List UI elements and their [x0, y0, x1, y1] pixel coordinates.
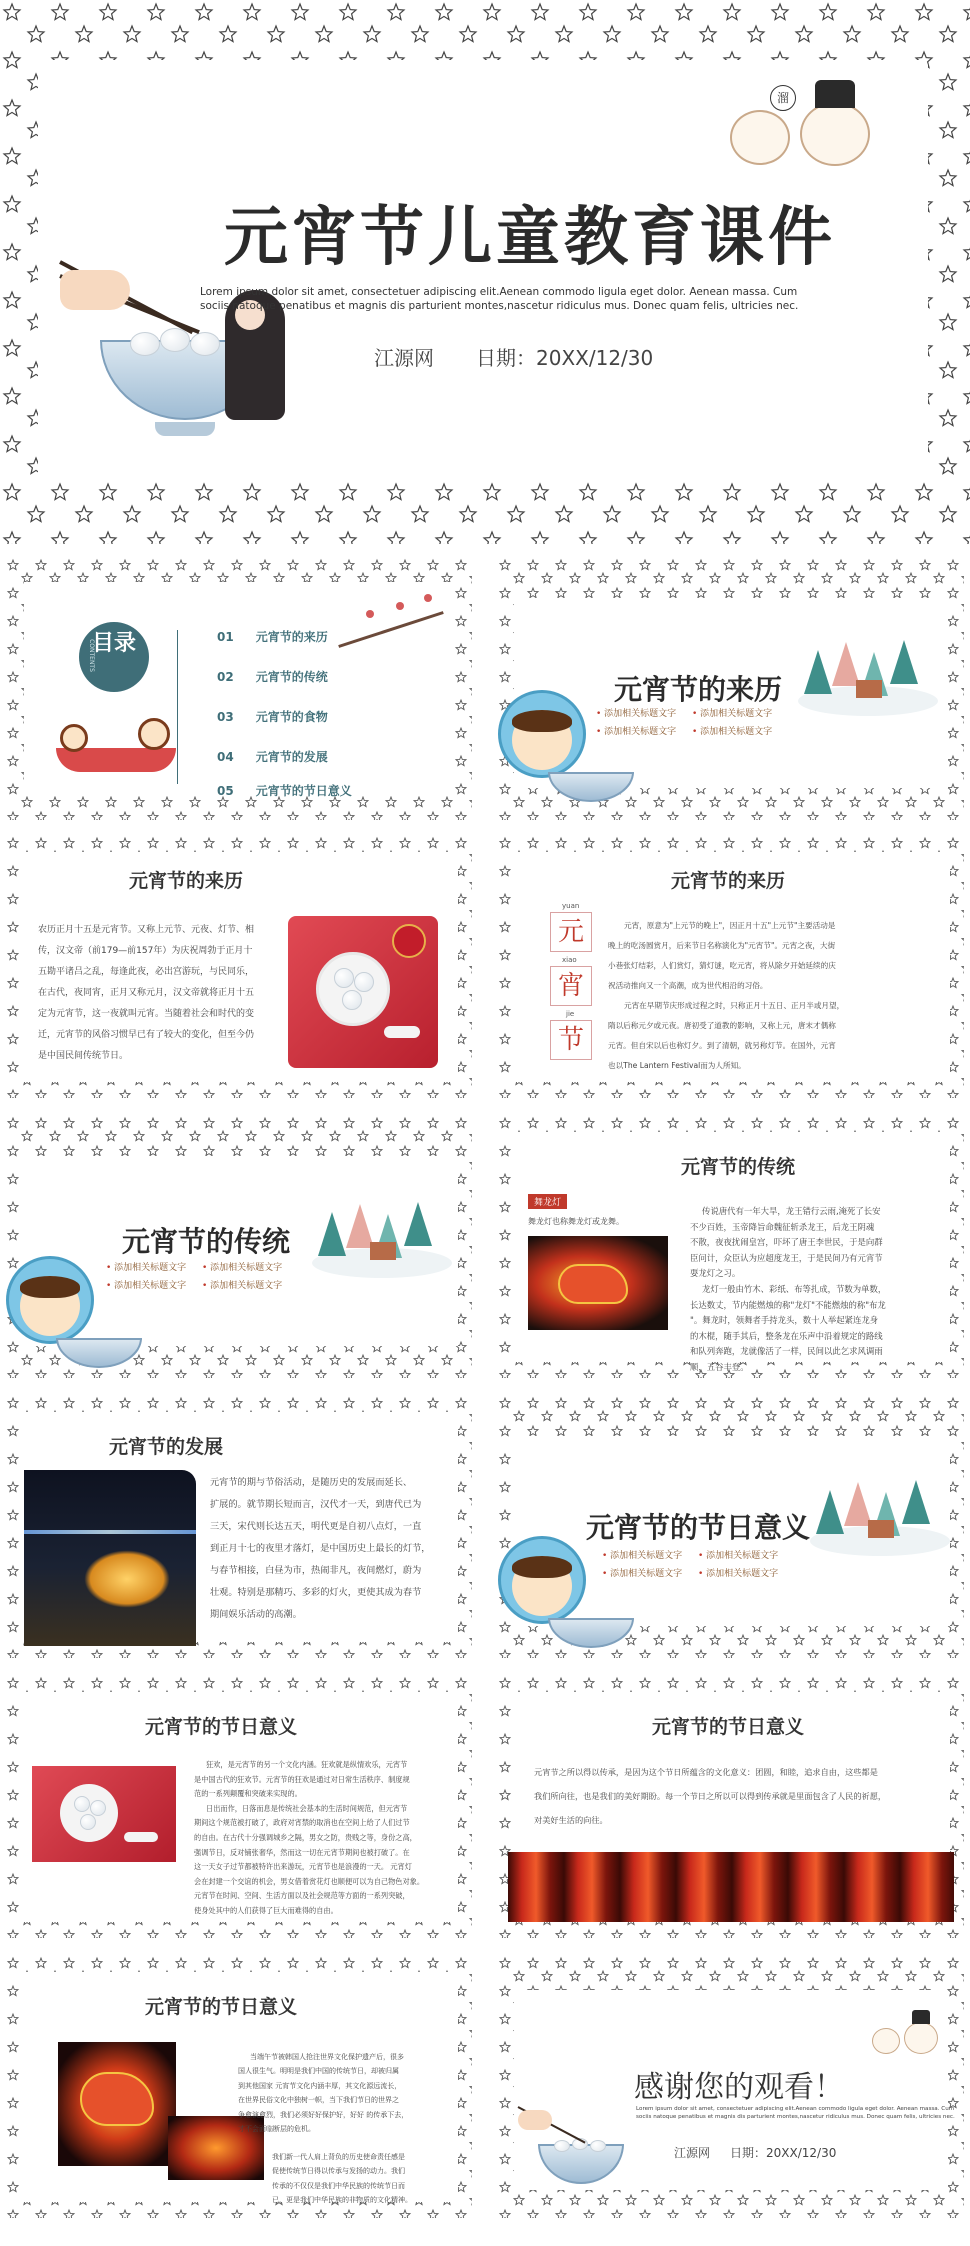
hand: [60, 270, 130, 310]
tangyuan-ball: [130, 332, 160, 356]
meaning-detail-1-text: [194, 1758, 456, 1919]
toc-item[interactable]: [217, 782, 352, 799]
section-origin-title: 元宵节的来历: [613, 673, 782, 706]
meaning-detail-slide-3: [6, 1956, 472, 2218]
toc-item[interactable]: [217, 708, 328, 725]
tangyuan-characters: [720, 80, 890, 180]
meaning-detail-1-title: 元宵节的节日意义: [144, 1716, 297, 1738]
tangyuan-character-right: [904, 2022, 938, 2054]
top-hat: [815, 80, 855, 108]
text-line: 扩展的。就节期长短而言，汉代才一天，到唐代已为: [210, 1499, 422, 1510]
origin-detail-2-title: 元宵节的来历: [670, 870, 785, 892]
text-line: 已，更是我们中华民族的非物质的文化精神。: [272, 2196, 412, 2205]
text-line: 元宵节在时间、空间、生活方面以及社会规范等方面的一系列突破，: [194, 1891, 410, 1901]
toc-branch-illustration: [336, 588, 446, 648]
text-line: 壮观。特别是那精巧、多彩的灯火，更使其成为春节: [210, 1587, 422, 1598]
tree: [816, 1490, 844, 1534]
kid-left: [60, 724, 88, 752]
toc-item-label: 元宵节的发展: [255, 750, 328, 764]
pinyin: xiao: [562, 956, 577, 964]
text-line: 到正月十七的夜里才落灯，是中国历史上最长的灯节，: [210, 1543, 431, 1554]
text-line: 日出而作，日落而息是传统社会基本的生活时间规范，但元宵节: [206, 1803, 408, 1813]
bowl: [538, 2144, 624, 2184]
text-line: 在世界民俗文化中独树一帜，当下我们节日的世界之: [238, 2096, 399, 2105]
kid-bowl: [548, 1618, 634, 1648]
section-meaning-bullet: • 添加相关标题文字: [698, 1548, 778, 1561]
tangyuan-red-photo: [32, 1766, 176, 1862]
section-tradition-bullet: • 添加相关标题文字: [106, 1278, 186, 1291]
toc-item-label: 元宵节的来历: [255, 630, 328, 644]
tangyuan-character-left: [872, 2028, 900, 2054]
text-line: 是中国民间传统节日。: [38, 1051, 129, 1061]
festival-char-box: 元: [550, 912, 592, 952]
text-line: 三天，宋代则长达五天，明代更是自初八点灯，一直: [210, 1521, 422, 1532]
kid-hair: [512, 1556, 572, 1578]
kid-bowl: [56, 1338, 142, 1368]
text-line: 狂欢，是元宵节的另一个文化内涵。狂欢就是纵情欢乐，元宵节: [206, 1760, 408, 1769]
tangyuan-ball: [74, 1796, 90, 1812]
spoon: [124, 1832, 158, 1842]
meaning-detail-3-text-b: [272, 2150, 462, 2208]
section-tradition-bullet: • 添加相关标题文字: [202, 1260, 282, 1273]
hut: [868, 1520, 894, 1538]
pinyin: jie: [566, 1010, 575, 1018]
section-meaning-slide: [498, 1396, 964, 1658]
section-origin-bullet: • 添加相关标题文字: [596, 706, 676, 719]
section-origin-bullet: • 添加相关标题文字: [692, 724, 772, 737]
text-line: 元宵。但自宋以后也称灯夕。到了清朝，就另称灯节。在国外，元宵: [608, 1041, 836, 1050]
lantern-ornament: [392, 924, 426, 958]
winter-trees-illustration: [312, 1202, 452, 1282]
text-line: 元宵，原意为"上元节的晚上"，因正月十五"上元节"主要活动是: [624, 921, 836, 930]
text-line: 晚上的吃汤圆赏月，后来节日名称演化为"元宵节"。元宵之夜，大街: [608, 941, 836, 950]
meaning-detail-2-text: [534, 1760, 944, 1832]
toc-item[interactable]: [217, 668, 328, 685]
toc-item-number: 03: [217, 710, 234, 724]
cover-lorem-line-2: sociis natoque penatibus et magnis dis parturient montes,nascetur ridiculus mus. Donec quam felis, ultricies nec.: [200, 300, 799, 312]
toc-item-number: 02: [217, 670, 234, 684]
spoon: [384, 1026, 420, 1038]
hut: [856, 680, 882, 698]
text-line: 强调节日，反对铺张奢华，然而这一切在元宵节期间也被打破了。在: [194, 1847, 410, 1857]
tangyuan-photo: [288, 916, 438, 1068]
ending-author: 江源网: [674, 2146, 711, 2160]
toc-item-label: 元宵节的食物: [255, 710, 328, 724]
ending-lorem-line-2: sociis natoque penatibus et magnis dis parturient montes,nascetur ridiculus mus. Donec quam felis, ultricies nec.: [636, 2114, 955, 2120]
cover-lorem-line-1: Lorem ipsum dolor sit amet, consectetuer adipiscing elit.Aenean commodo ligula eget dolor. Aenean massa. Cum: [200, 286, 798, 298]
toc-subtitle: CONTENTS: [87, 639, 95, 672]
tradition-detail-text: [690, 1204, 950, 1376]
toc-item[interactable]: [217, 628, 328, 645]
tangyuan-bowl-illustration: [518, 2096, 638, 2206]
section-origin-bullet: • 添加相关标题文字: [596, 724, 676, 737]
text-line: 使身处其中的人们获得了巨大而难得的自由。: [194, 1905, 338, 1915]
development-detail-title: 元宵节的发展: [108, 1436, 223, 1458]
blossom: [366, 610, 374, 618]
origin-detail-text: [38, 920, 278, 1067]
pinyin: yuan: [562, 902, 580, 910]
cover-title: 元宵节儿童教育课件: [224, 201, 836, 275]
ending-lorem-line-1: Lorem ipsum dolor sit amet, consectetuer adipiscing elit.Aenean commodo ligula eget dolor. Aenean massa. Cum: [636, 2106, 955, 2112]
tradition-caption: 舞龙灯也称舞龙灯或龙舞。: [528, 1217, 624, 1226]
origin-detail-slide-2: [498, 836, 964, 1098]
text-line: 祝活动推向又一个高潮，成为世代相沿的习俗。: [608, 981, 768, 990]
dragon-lantern-photo-large: [58, 2042, 176, 2166]
bowl-base: [155, 422, 215, 436]
ending-slide: [498, 1956, 964, 2218]
tangyuan-ball: [80, 1814, 96, 1830]
dragon-head: [80, 2072, 154, 2126]
tangyuan-ball: [354, 972, 374, 992]
text-line: 我们新一代人肩上背负的历史使命责任感是: [272, 2153, 405, 2161]
kid-mascot: [6, 1256, 146, 1376]
cover-slide: [0, 0, 970, 544]
tangyuan-ball: [554, 2140, 570, 2152]
text-line: 不少百姓，玉帝降旨命魏征斩杀龙王，后龙王阴魂: [690, 1221, 875, 1232]
section-origin-bullet: • 添加相关标题文字: [692, 706, 772, 719]
toc-slide: [6, 558, 472, 820]
text-line: 才不会面临断层的危机。: [238, 2125, 315, 2134]
branch: [338, 611, 444, 648]
tangyuan-ball: [160, 328, 190, 352]
toc-kids-illustration: [46, 718, 186, 778]
tangyuan-ball: [90, 1800, 106, 1816]
meaning-detail-3-title: 元宵节的节日意义: [144, 1996, 297, 2018]
section-tradition-bullet: • 添加相关标题文字: [202, 1278, 282, 1291]
text-line: 传承的不仅仅是我们中华民族的传统节日而: [272, 2181, 405, 2190]
tangyuan-ball: [334, 968, 354, 988]
tradition-tag: 舞龙灯: [528, 1194, 567, 1209]
toc-item[interactable]: [217, 748, 328, 765]
text-line: 与春节相接，白昼为市，热闹非凡，夜间燃灯，蔚为: [210, 1565, 422, 1576]
section-origin-slide: [498, 558, 964, 820]
section-meaning-bullet: • 添加相关标题文字: [698, 1566, 778, 1579]
ending-title: 感谢您的观看！: [634, 2070, 844, 2105]
text-line: 在古代，夜同宵，正月又称元月，汉文帝就将正月十五: [38, 988, 255, 998]
section-meaning-title: 元宵节的节日意义: [585, 1511, 810, 1544]
festival-char-box: 宵: [550, 966, 592, 1006]
text-line: 长达数丈，节内能燃烛的称"龙灯"不能燃烛的称"布龙: [690, 1299, 886, 1310]
text-line: 和队列奔跑，龙就像活了一样，民间以此乞求风调雨: [690, 1346, 883, 1357]
tree: [804, 650, 832, 694]
hand: [518, 2110, 552, 2130]
tradition-detail-slide: [498, 1116, 964, 1378]
text-line: 对美好生活的向往。: [534, 1815, 608, 1825]
text-line: 元宵节的期与节俗活动，是随历史的发展而延长、: [210, 1477, 413, 1488]
tree: [404, 1202, 432, 1246]
text-line: 会在封建一个交谊的机会，男女借着赏花灯也顺便可以为自己物色对象。: [194, 1876, 425, 1886]
text-line: 元宵在早期节庆形成过程之时，只称正月十五日、正月半或月望，: [624, 1001, 845, 1010]
toc-item-number: 05: [217, 784, 234, 798]
tree: [902, 1480, 930, 1524]
toc-item-label: 元宵节的节日意义: [255, 784, 352, 798]
origin-detail-slide-1: [6, 836, 472, 1098]
cover-date: 日期：20XX/12/30: [476, 346, 654, 370]
text-line: 是中国古代的狂欢节。元宵节的狂欢是通过对日常生活秩序、制度规: [194, 1774, 410, 1784]
badge: 溜: [770, 85, 796, 111]
text-line: 当端午节被韩国人抢注世界文化保护遗产后，很多: [250, 2053, 404, 2061]
section-meaning-bullet: • 添加相关标题文字: [602, 1548, 682, 1561]
meaning-detail-slide-2: [498, 1676, 964, 1938]
text-line: 这一天女子过节都被特许出来游玩，元宵节也是浪漫的一天。 元宵灯: [194, 1862, 412, 1872]
text-line: 到其他国家 元宵节文化内涵丰厚，其文化源远流长，: [238, 2081, 402, 2090]
festival-char-box: 节: [550, 1020, 592, 1060]
section-tradition-title: 元宵节的传统: [121, 1225, 290, 1258]
text-line: 不散，夜夜扰闹皇宫，吓坏了唐王李世民，于是向群: [690, 1237, 883, 1248]
kid-hair: [512, 710, 572, 732]
photo-bowl: [60, 1784, 118, 1842]
tangyuan-ball: [590, 2140, 606, 2152]
tree: [890, 640, 918, 684]
tangyuan-characters: [868, 2010, 948, 2060]
text-line: 隋以后称元夕或元夜。唐初受了道教的影响，又称上元，唐末才偶称: [608, 1021, 836, 1030]
text-line: 促使传统节日得以传承与发扬的动力。我们: [272, 2167, 405, 2176]
blossom: [424, 594, 432, 602]
photo-bowl: [316, 952, 390, 1026]
blossom: [396, 602, 404, 610]
kid-right: [138, 718, 170, 750]
origin-detail-2-text: [608, 916, 938, 1076]
winter-trees-illustration: [810, 1480, 950, 1560]
tangyuan-ball: [342, 990, 362, 1010]
lantern-boat: [84, 1550, 170, 1608]
development-detail-slide: [6, 1396, 472, 1658]
text-line: 期间娱乐活动的高潮。: [210, 1609, 302, 1620]
top-hat: [912, 2010, 930, 2024]
tangyuan-ball: [190, 332, 220, 356]
text-line: 元宵节之所以得以传承，是因为这个节日所蕴含的文化意义：团圆，和睦，追求自由，这些都是: [534, 1767, 878, 1777]
night-lantern-photo: [24, 1470, 196, 1646]
tangyuan-character-left: [730, 110, 790, 165]
red-lanterns-photo: [508, 1852, 954, 1922]
text-line: 顺，五谷丰登。: [690, 1361, 749, 1372]
text-line: 农历正月十五是元宵节。又称上元节、元夜、灯节、相: [38, 925, 255, 935]
text-line: 小巷张灯结彩，人们赏灯，猜灯谜，吃元宵，将从除夕开始延续的庆: [608, 961, 836, 970]
text-line: 国人很生气。明明是我们中国的传统节日，却被归属: [238, 2067, 399, 2076]
text-line: 迁，元宵节的风俗习惯早已有了较大的变化，但至今仍: [38, 1030, 255, 1040]
text-line: 五勘平诸吕之乱，每逢此夜，必出宫游玩，与民同乐，: [38, 967, 255, 977]
dragon-head: [558, 1264, 628, 1304]
kid-hair: [20, 1276, 80, 1298]
text-line: 我们所向往，也是我们的美好期盼。每一个节日之所以可以得到传承就是里面包含了人民的祈愿，: [534, 1791, 887, 1801]
text-line: 传，汉文帝（前179—前157年）为庆祝周勃于正月十: [38, 946, 253, 956]
toc-item-number: 04: [217, 750, 234, 764]
meaning-detail-2-title: 元宵节的节日意义: [651, 1716, 804, 1738]
dragon-dance-photo: [528, 1236, 668, 1330]
section-meaning-bullet: • 添加相关标题文字: [602, 1566, 682, 1579]
hut: [370, 1242, 396, 1260]
ending-date: 日期：20XX/12/30: [730, 2146, 837, 2160]
toc-vertical-line: [177, 630, 178, 784]
light-row: [24, 1530, 196, 1534]
text-line: "。舞龙时，领舞者手持龙头，数十人举起紧连龙身: [690, 1315, 879, 1326]
text-line: 臣问计，众臣认为应超度龙王，于是民间乃有元宵节: [690, 1252, 883, 1263]
tree: [318, 1212, 346, 1256]
tradition-detail-title: 元宵节的传统: [680, 1156, 795, 1178]
toc-item-label: 元宵节的传统: [255, 670, 328, 684]
text-line: 期间这个规范被打破了，政府对宵禁的取消也在空间上给了人们过节: [194, 1818, 410, 1828]
cover-author: 江源网: [374, 346, 434, 370]
text-line: 范的一系列颠覆和突破来实现的。: [194, 1789, 302, 1799]
text-line: 也以The Lantern Festival而为人所知。: [608, 1061, 746, 1070]
section-tradition-slide: [6, 1116, 472, 1378]
winter-trees-illustration: [798, 640, 938, 720]
text-line: 争愈演愈烈，我们必须好好保护好，好好 的传承下去，: [238, 2110, 409, 2119]
meaning-detail-slide-1: [6, 1676, 472, 1938]
toc-badge: [79, 622, 149, 692]
text-line: 龙灯一般由竹木、彩纸、布等扎成，节数为单数，: [702, 1283, 887, 1294]
tangyuan-character-right: [800, 102, 870, 166]
toc-title: 目录: [91, 631, 136, 656]
text-line: 传说唐代有一年大旱，龙王错行云雨,淹死了长安: [702, 1206, 881, 1216]
text-line: 的木棍，随手其后，整条龙在乐声中沿着规定的路线: [690, 1330, 883, 1341]
origin-detail-title: 元宵节的来历: [128, 870, 243, 892]
text-line: 定为元宵节，这一夜就叫元宵。当随着社会和时代的变: [38, 1009, 255, 1019]
text-line: 的自由。在古代十分强调城乡之隔，男女之防，贵贱之等，身份之高，: [194, 1832, 417, 1842]
text-line: 耍龙灯之习。: [690, 1268, 741, 1279]
development-detail-text: [210, 1472, 460, 1626]
section-tradition-bullet: • 添加相关标题文字: [106, 1260, 186, 1273]
meaning-detail-3-text-a: [238, 2050, 460, 2136]
toc-item-number: 01: [217, 630, 234, 644]
kid-bowl: [548, 772, 634, 802]
